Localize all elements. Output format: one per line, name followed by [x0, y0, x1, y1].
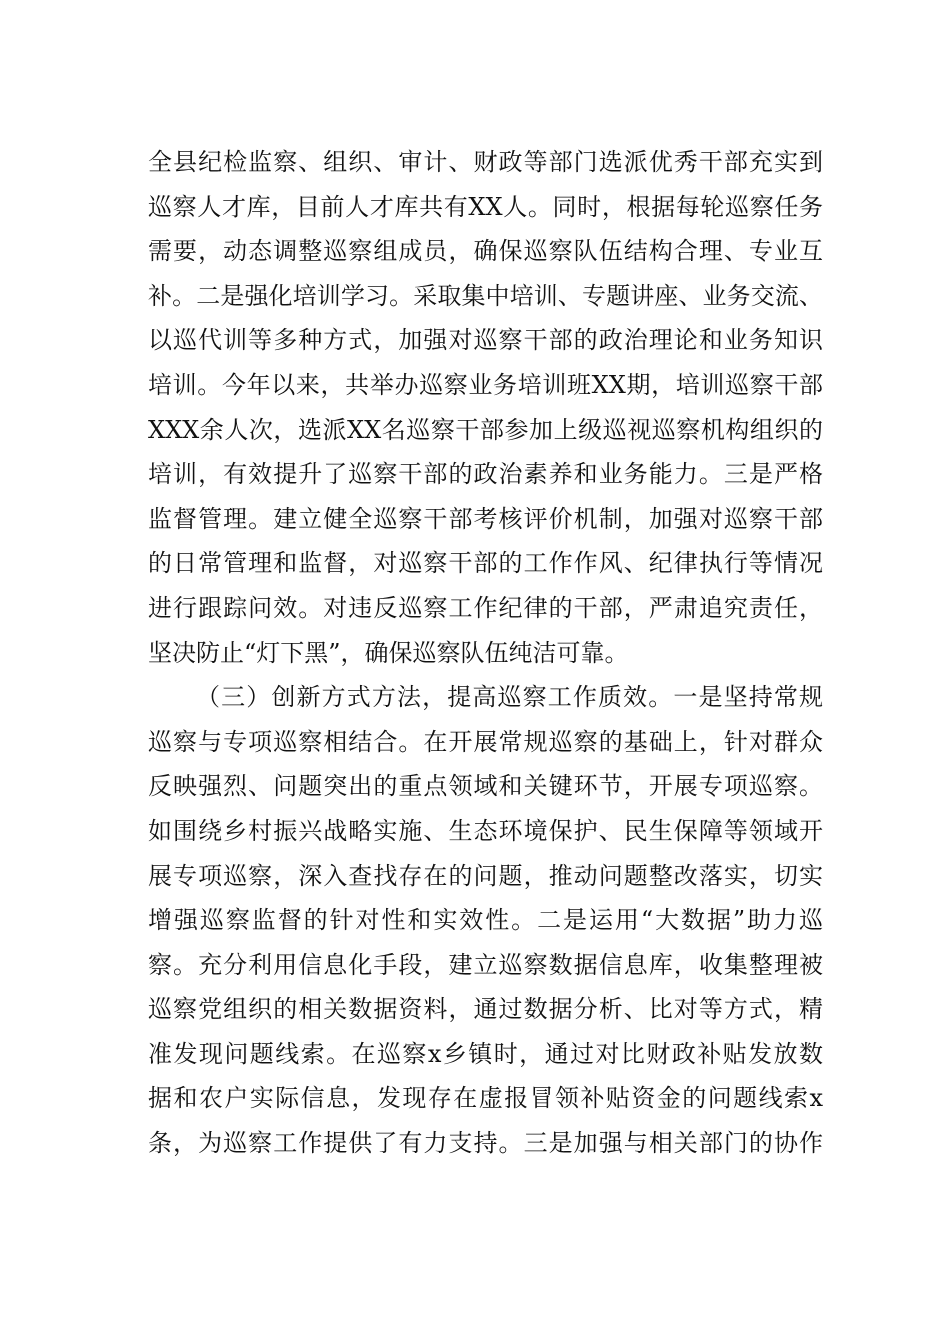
- text-line: 以巡代训等多种方式，加强对巡察干部的政治理论和业务知识: [148, 326, 823, 355]
- text-line: 展专项巡察，深入查找存在的问题，推动问题整改落实，切实: [148, 861, 823, 890]
- text-line: 的日常管理和监督，对巡察干部的工作作风、纪律执行等情况: [148, 549, 823, 578]
- text-line: 如围绕乡村振兴战略实施、生态环境保护、民生保障等领域开: [148, 816, 823, 845]
- text-line: 监督管理。建立健全巡察干部考核评价机制，加强对巡察干部: [148, 504, 823, 533]
- text-line: 巡察与专项巡察相结合。在开展常规巡察的基础上，针对群众: [148, 727, 823, 756]
- text-line: 巡察党组织的相关数据资料，通过数据分析、比对等方式，精: [148, 995, 823, 1024]
- document-page: [148, 140, 823, 1166]
- text-line: 巡察人才库，目前人才库共有XX人。同时，根据每轮巡察任务: [148, 192, 823, 221]
- text-line: 进行跟踪问效。对违反巡察工作纪律的干部，严肃追究责任，: [148, 593, 823, 622]
- text-line: 需要，动态调整巡察组成员，确保巡察队伍结构合理、专业互: [148, 237, 823, 266]
- text-line: 补。二是强化培训学习。采取集中培训、专题讲座、业务交流、: [148, 281, 823, 310]
- text-line: 反映强烈、问题突出的重点领域和关键环节，开展专项巡察。: [148, 772, 823, 801]
- text-line: 坚决防止“灯下黑”，确保巡察队伍纯洁可靠。: [148, 638, 629, 667]
- text-line: 全县纪检监察、组织、审计、财政等部门选派优秀干部充实到: [148, 148, 823, 176]
- section-heading-line: （三）创新方式方法，提高巡察工作质效。一是坚持常规: [196, 683, 823, 712]
- text-line: 条，为巡察工作提供了有力支持。三是加强与相关部门的协作: [148, 1129, 823, 1158]
- text-line: 增强巡察监督的针对性和实效性。二是运用“大数据”助力巡: [148, 906, 823, 935]
- text-line: XXX余人次，选派XX名巡察干部参加上级巡视巡察机构组织的: [148, 415, 823, 444]
- text-line: 培训，有效提升了巡察干部的政治素养和业务能力。三是严格: [148, 460, 823, 489]
- paragraph-team-management: [148, 140, 823, 675]
- paragraph-innovation-methods: [148, 675, 823, 1166]
- text-line: 培训。今年以来，共举办巡察业务培训班XX期，培训巡察干部: [148, 370, 823, 399]
- text-line: 准发现问题线索。在巡察x乡镇时，通过对比财政补贴发放数: [148, 1039, 823, 1068]
- text-line: 察。充分利用信息化手段，建立巡察数据信息库，收集整理被: [148, 950, 823, 979]
- text-line: 据和农户实际信息，发现存在虚报冒领补贴资金的问题线索x: [148, 1084, 823, 1113]
